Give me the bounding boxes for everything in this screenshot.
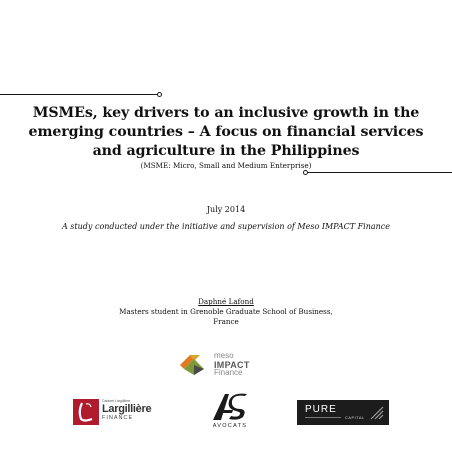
pure-capital-stripes-icon	[369, 406, 385, 420]
meso-impact-wordmark	[214, 352, 250, 378]
author-block	[0, 297, 452, 327]
finance-label: Finance	[214, 368, 243, 377]
title-line-2: emerging countries – A focus on financial services	[28, 124, 424, 140]
largilliere-emblem-icon	[72, 398, 100, 426]
author-description-2: France	[213, 317, 239, 326]
title-line-1: MSMEs, key drivers to an inclusive growth in the	[32, 105, 420, 121]
largilliere-finance-label: FINANCE	[102, 415, 134, 421]
impact-label: IMPACT	[214, 359, 250, 370]
top-decorative-line	[0, 94, 160, 95]
pure-label: PURE	[305, 404, 337, 415]
author-name: Daphné Lafond	[198, 297, 254, 306]
document-title	[0, 104, 452, 161]
title-line-3: and agriculture in the Philippines	[92, 143, 360, 159]
largilliere-name: Largillière	[102, 403, 152, 415]
document-subtitle: (MSME: Micro, Small and Medium Enterprise)	[140, 161, 312, 170]
top-line-end-dot	[157, 92, 162, 97]
largilliere-finance-logo	[72, 398, 152, 428]
pure-tagline-rule	[305, 417, 341, 418]
author-description-1: Masters student in Grenoble Graduate School of Business,	[119, 307, 333, 316]
document-date: July 2014	[206, 205, 246, 214]
capital-label: CAPITAL	[345, 416, 365, 420]
largilliere-wordmark	[102, 399, 151, 421]
meso-impact-mark-icon	[178, 352, 210, 378]
pure-capital-logo	[297, 400, 389, 425]
largilliere-small-text: Cabinet Largillière	[102, 399, 131, 403]
right-decorative-line	[307, 172, 452, 173]
as-avocats-logo	[205, 392, 255, 432]
meso-label: meso	[214, 351, 234, 360]
as-mark-icon	[205, 392, 255, 422]
avocats-label: AVOCATS	[212, 423, 248, 429]
study-note: A study conducted under the initiative and supervision of Meso IMPACT Finance	[61, 222, 390, 231]
meso-impact-logo	[178, 352, 278, 378]
